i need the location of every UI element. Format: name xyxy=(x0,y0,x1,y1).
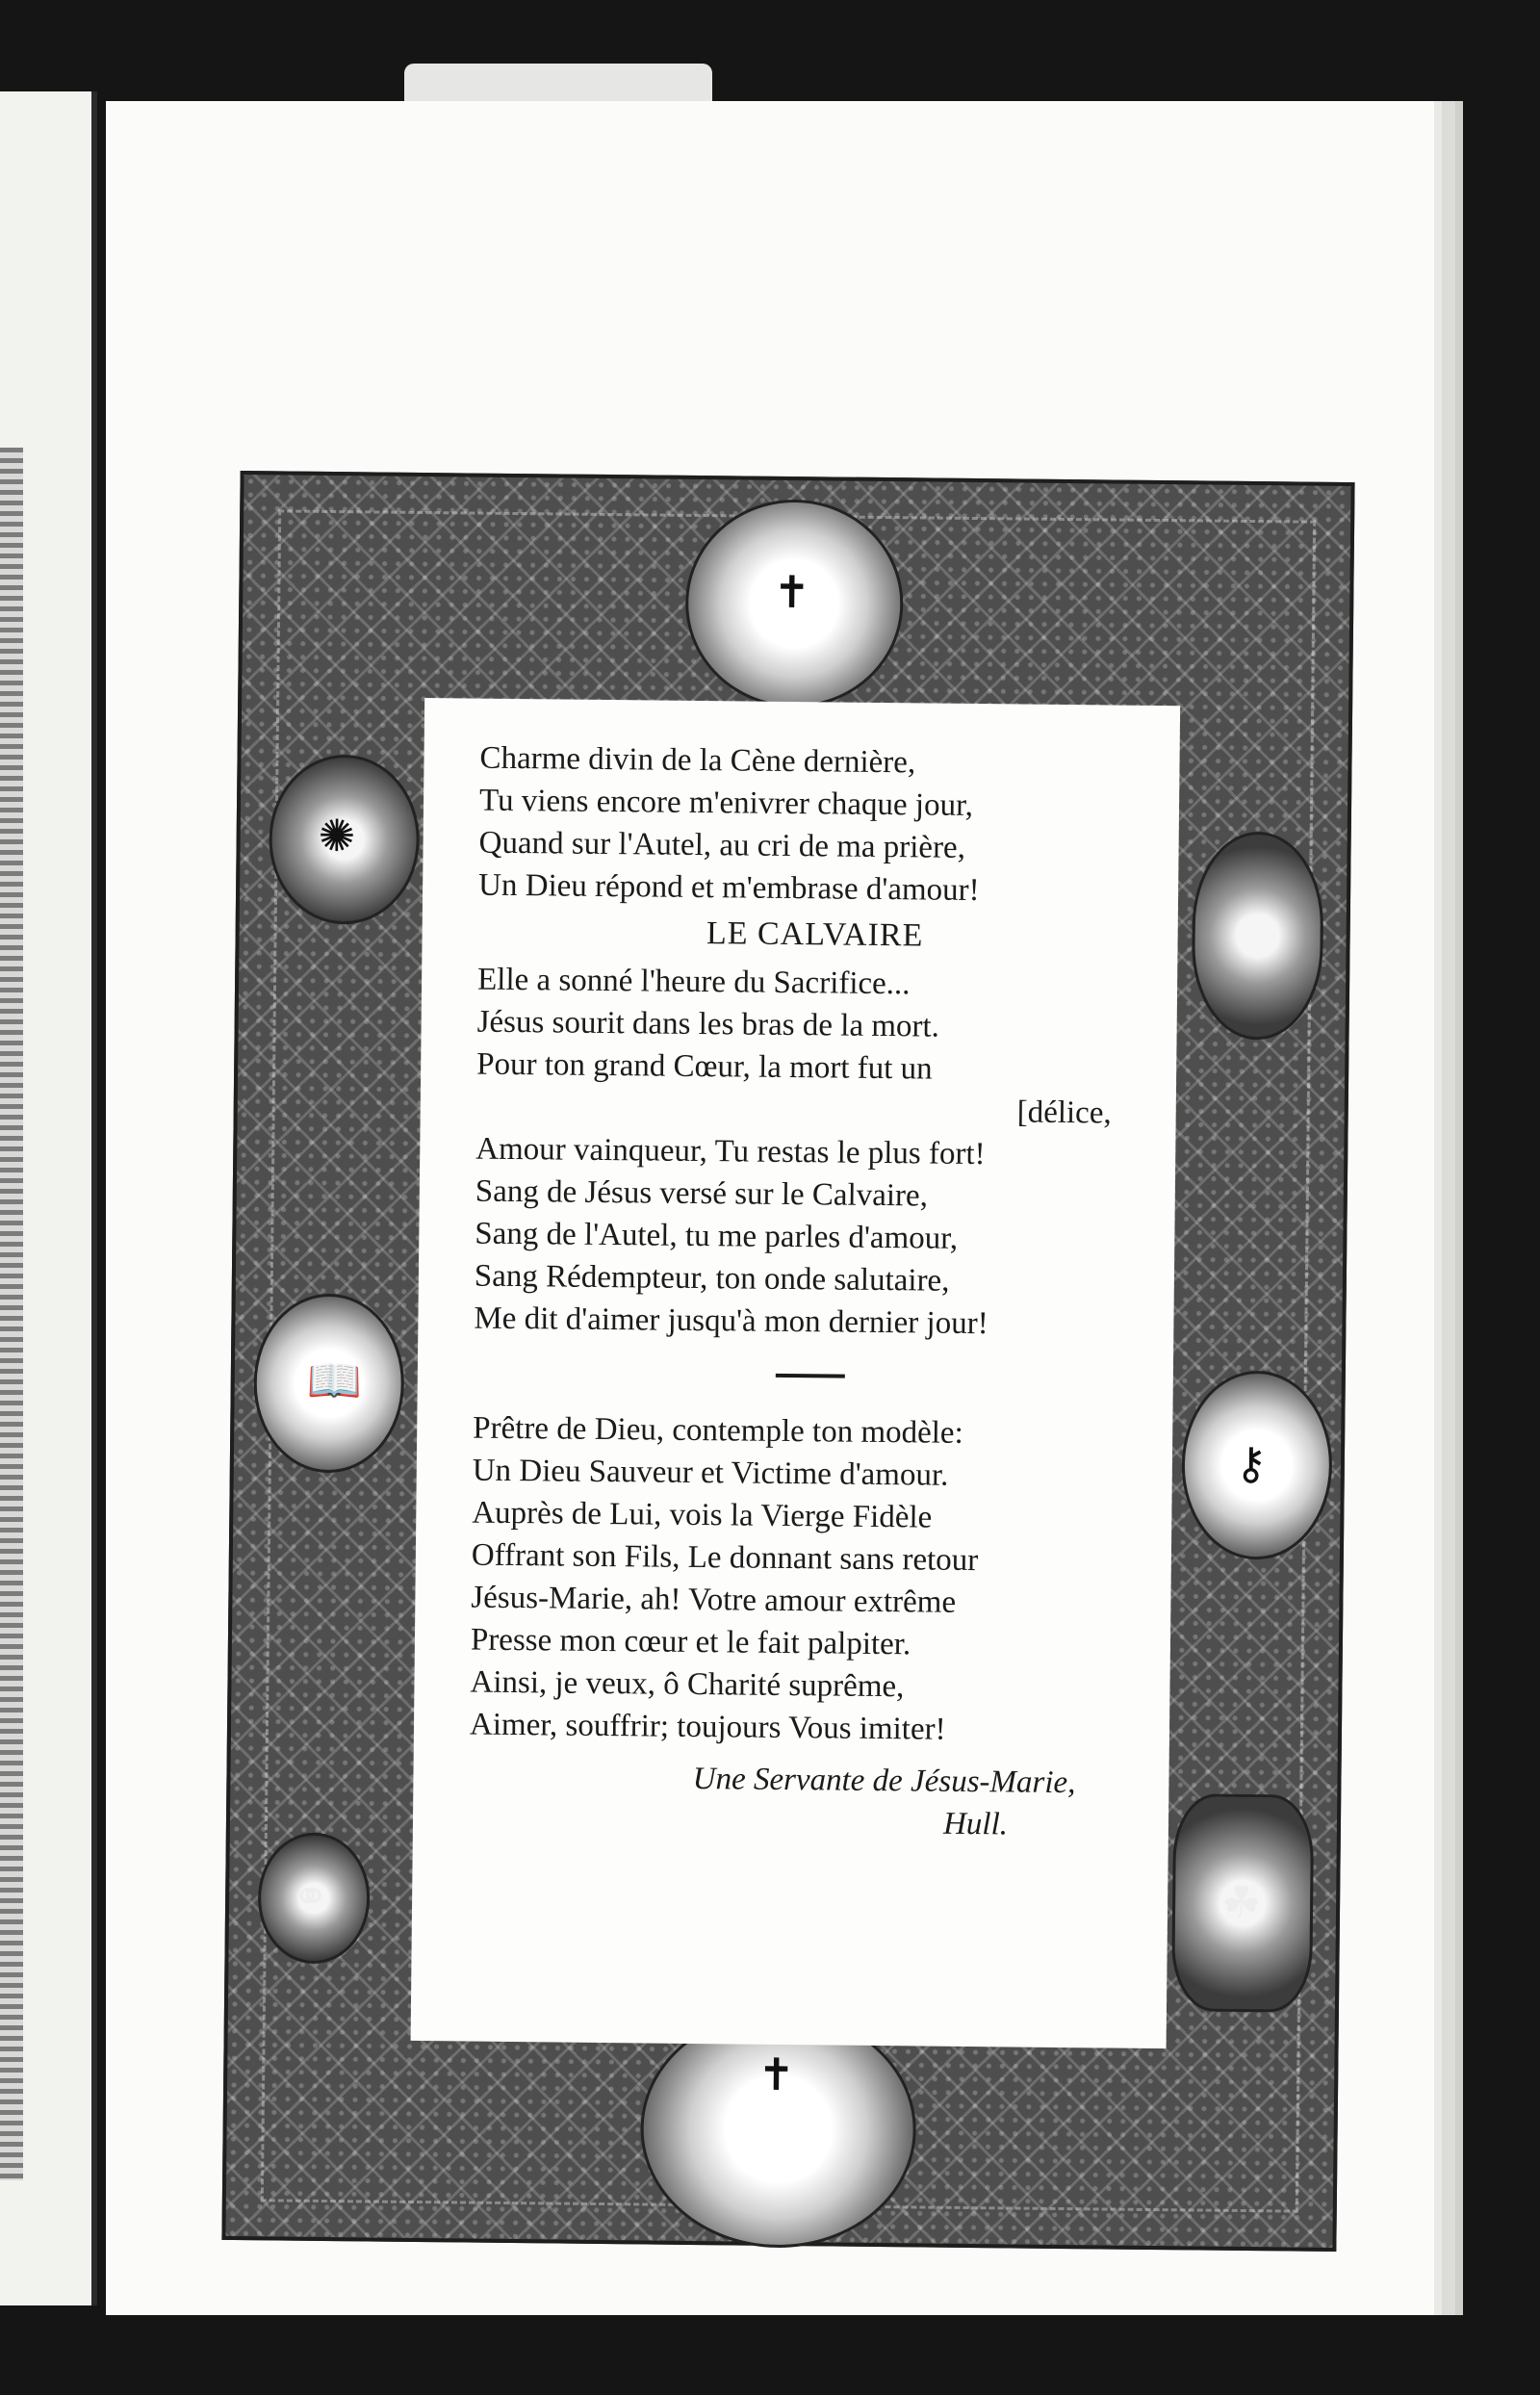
verse-line: Sang Rédempteur, ton onde salutaire, xyxy=(474,1258,950,1299)
verse-line: Pour ton grand Cœur, la mort fut un xyxy=(476,1046,933,1087)
bottom-cross-icon: ✝ xyxy=(757,2047,796,2101)
poem-text xyxy=(469,737,1154,1847)
verse-line: Ainsi, je veux, ô Charité suprême, xyxy=(470,1664,905,1705)
poem-panel xyxy=(411,698,1181,2048)
dove-icon xyxy=(269,754,421,925)
ring-glyph-icon: ⚭ xyxy=(291,1869,329,1923)
verse-line: Un Dieu Sauveur et Victime d'amour. xyxy=(472,1453,949,1493)
cross-icon: ✝ xyxy=(773,565,811,619)
verse-line-continuation: [délice, xyxy=(1016,1094,1112,1131)
facing-page xyxy=(0,91,97,2305)
book-mitre-icon xyxy=(253,1293,405,1474)
verse-line: Jésus-Marie, ah! Votre amour extrême xyxy=(471,1580,957,1620)
verse-line: Jésus sourit dans les bras de la mort. xyxy=(476,1004,940,1044)
book-page xyxy=(106,101,1434,2315)
verse-line: Charme divin de la Cène dernière, xyxy=(479,740,916,781)
verse-line: Sang de l'Autel, tu me parles d'amour, xyxy=(475,1216,959,1256)
verse-line: Presse mon cœur et le fait palpiter. xyxy=(470,1622,911,1662)
facing-page-border xyxy=(0,448,23,2180)
signature: Une Servante de Jésus-Marie, xyxy=(692,1761,1076,1801)
verse-line: Quand sur l'Autel, au cri de ma prière, xyxy=(478,825,966,865)
section-heading: LE CALVAIRE xyxy=(706,915,924,954)
rings-icon xyxy=(257,1832,370,1964)
branch-icon: ☘ xyxy=(1220,1875,1262,1929)
keys-icon: ⚷ xyxy=(1234,1436,1268,1490)
chalice-host-icon xyxy=(684,499,904,708)
signature-place: Hull. xyxy=(942,1806,1009,1842)
radiance-icon: ✺ xyxy=(318,809,356,863)
olive-branch-icon xyxy=(1171,1793,1314,2013)
verse-line: Sang de Jésus versé sur le Calvaire, xyxy=(475,1173,929,1214)
crossed-keys-icon xyxy=(1181,1370,1333,1560)
verse-line: Prêtre de Dieu, contemple ton modèle: xyxy=(473,1410,963,1451)
verse-line: Amour vainqueur, Tu restas le plus fort! xyxy=(475,1131,986,1172)
oval-landscape-icon xyxy=(1192,831,1324,1040)
verse-line: Elle a sonné l'heure du Sacrifice... xyxy=(476,962,911,1002)
verse-line: Aimer, souffrir; toujours Vous imiter! xyxy=(469,1707,946,1747)
ornamental-frame xyxy=(221,471,1354,2252)
stanza-divider xyxy=(776,1374,845,1378)
verse-line: Offrant son Fils, Le donnant sans retour xyxy=(471,1537,979,1579)
verse-line: Un Dieu répond et m'embrase d'amour! xyxy=(477,867,980,909)
verse-line: Me dit d'aimer jusqu'à mon dernier jour! xyxy=(474,1301,988,1342)
verse-line: Auprès de Lui, vois la Vierge Fidèle xyxy=(472,1495,933,1535)
book-icon: 📖 xyxy=(306,1353,363,1407)
verse-line: Tu viens encore m'enivrer chaque jour, xyxy=(478,783,974,823)
